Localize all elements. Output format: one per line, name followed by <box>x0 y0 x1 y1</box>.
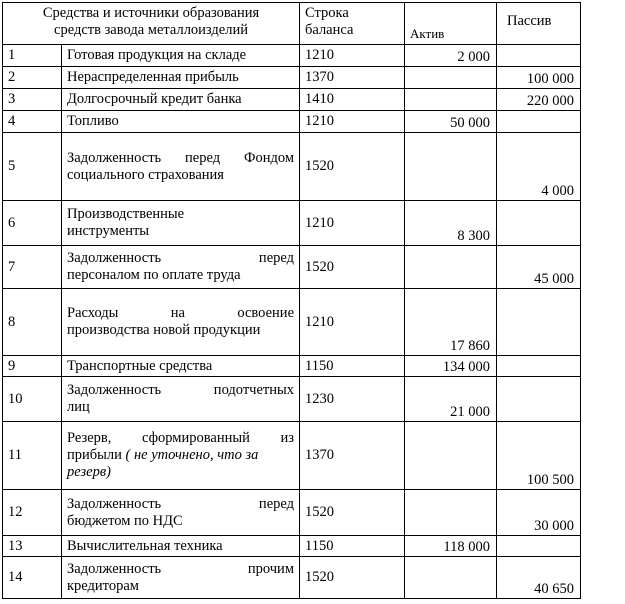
row-active: 2 000 <box>405 45 497 67</box>
row-name: Задолженность перед персоналом по оплате труда <box>62 246 300 289</box>
row-active <box>405 490 497 536</box>
row-number: 6 <box>3 201 62 246</box>
table-row <box>3 536 581 557</box>
row-passive <box>497 111 581 133</box>
row-number: 7 <box>3 246 62 289</box>
row-passive: 4 000 <box>497 133 581 201</box>
row-active <box>405 557 497 599</box>
balance-table <box>2 2 581 599</box>
row-number: 9 <box>3 356 62 377</box>
row-active <box>405 422 497 490</box>
row-name: Топливо <box>62 111 300 133</box>
row-active: 50 000 <box>405 111 497 133</box>
row-active <box>405 133 497 201</box>
row-line: 1210 <box>300 289 405 356</box>
row-passive <box>497 289 581 356</box>
row-name: Транспортные средства <box>62 356 300 377</box>
row-passive <box>497 356 581 377</box>
row-line: 1520 <box>300 490 405 536</box>
row-line: 1150 <box>300 536 405 557</box>
table-row <box>3 89 581 111</box>
row-name: Расходы на освоение производства новой продукции <box>62 289 300 356</box>
row-line: 1370 <box>300 422 405 490</box>
row-active <box>405 246 497 289</box>
header-passive: Пассив <box>497 3 581 45</box>
row-active: 21 000 <box>405 377 497 422</box>
row-name: Задолженность перед бюджетом по НДС <box>62 490 300 536</box>
row-name: Резерв, сформированный из прибыли ( не уточнено, что за резерв) <box>62 422 300 490</box>
row-number: 13 <box>3 536 62 557</box>
row-passive: 100 500 <box>497 422 581 490</box>
header-active: Актив <box>405 3 497 45</box>
row-passive <box>497 201 581 246</box>
row-line: 1520 <box>300 246 405 289</box>
row-number: 10 <box>3 377 62 422</box>
row-active <box>405 89 497 111</box>
row-name: Задолженность прочим кредиторам <box>62 557 300 599</box>
row-name: Долгосрочный кредит банка <box>62 89 300 111</box>
table-row <box>3 422 581 490</box>
row-name: Готовая продукция на складе <box>62 45 300 67</box>
table-row <box>3 356 581 377</box>
row-passive: 45 000 <box>497 246 581 289</box>
row-passive <box>497 45 581 67</box>
row-passive: 100 000 <box>497 67 581 89</box>
header-balance-line: Строка баланса <box>300 3 405 45</box>
table-row <box>3 557 581 599</box>
header-row <box>3 3 581 45</box>
row-active: 17 860 <box>405 289 497 356</box>
row-number: 2 <box>3 67 62 89</box>
row-number: 8 <box>3 289 62 356</box>
row-line: 1520 <box>300 557 405 599</box>
row-line: 1230 <box>300 377 405 422</box>
table-row <box>3 289 581 356</box>
row-name: Вычислительная техника <box>62 536 300 557</box>
row-active: 8 300 <box>405 201 497 246</box>
row-line: 1370 <box>300 67 405 89</box>
table-row <box>3 201 581 246</box>
header-source: Средства и источники образования средств завода металлоизделий <box>3 3 300 45</box>
row-line: 1210 <box>300 45 405 67</box>
row-number: 1 <box>3 45 62 67</box>
row-number: 14 <box>3 557 62 599</box>
row-name: Нераспределенная прибыль <box>62 67 300 89</box>
table-row <box>3 246 581 289</box>
row-name: Задолженность подотчетных лиц <box>62 377 300 422</box>
row-line: 1410 <box>300 89 405 111</box>
row-number: 12 <box>3 490 62 536</box>
table-row <box>3 490 581 536</box>
row-active: 134 000 <box>405 356 497 377</box>
row-passive: 220 000 <box>497 89 581 111</box>
row-number: 5 <box>3 133 62 201</box>
row-passive: 30 000 <box>497 490 581 536</box>
row-name: Задолженность перед Фондом социального страхования <box>62 133 300 201</box>
row-passive: 40 650 <box>497 557 581 599</box>
row-number: 11 <box>3 422 62 490</box>
row-line: 1210 <box>300 111 405 133</box>
row-passive <box>497 536 581 557</box>
row-line: 1210 <box>300 201 405 246</box>
row-passive <box>497 377 581 422</box>
table-row <box>3 133 581 201</box>
row-name: Производственные инструменты <box>62 201 300 246</box>
table-row <box>3 377 581 422</box>
row-active: 118 000 <box>405 536 497 557</box>
row-line: 1520 <box>300 133 405 201</box>
row-line: 1150 <box>300 356 405 377</box>
row-active <box>405 67 497 89</box>
table-row <box>3 67 581 89</box>
table-row <box>3 45 581 67</box>
table-row <box>3 111 581 133</box>
row-number: 4 <box>3 111 62 133</box>
row-number: 3 <box>3 89 62 111</box>
